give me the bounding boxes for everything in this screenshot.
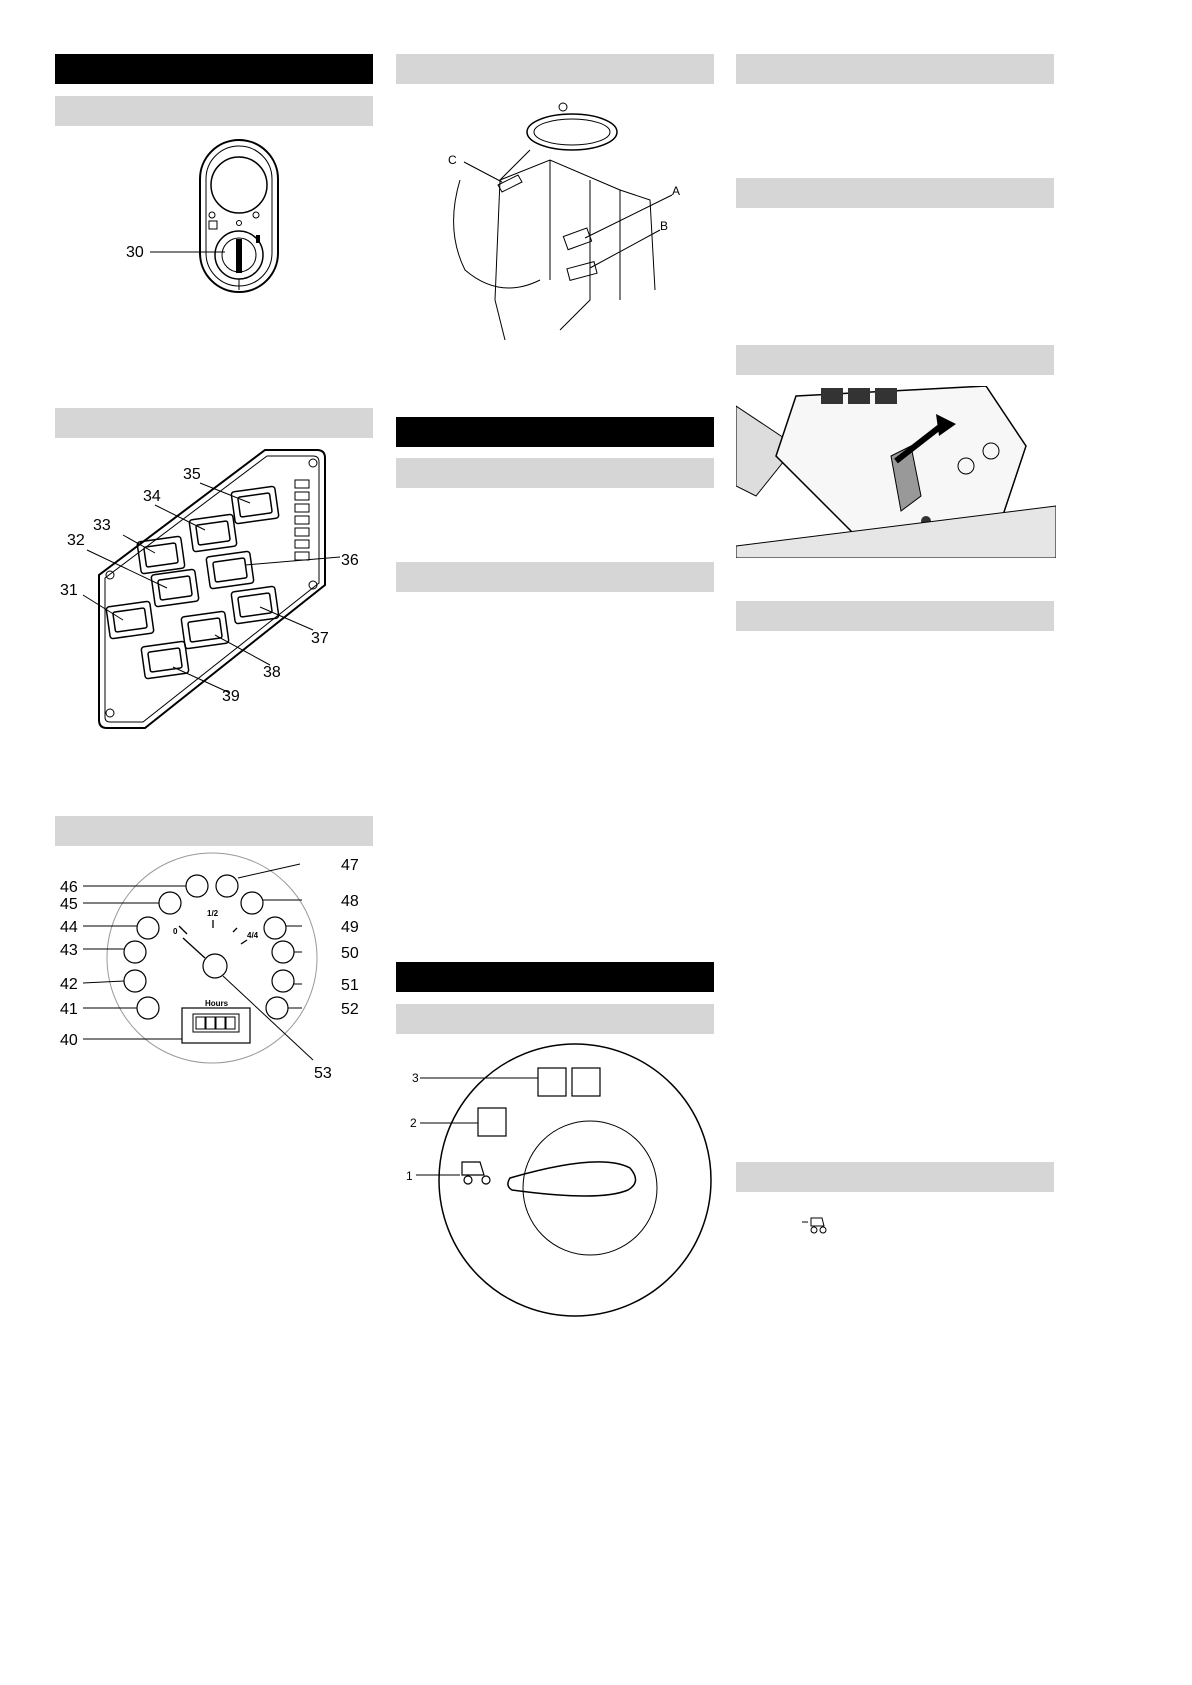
section-header-light [396,562,714,592]
section-header-light [396,54,714,84]
callout-30: 30 [126,244,144,261]
callout-50: 50 [341,945,359,962]
callout-2: 2 [410,1116,417,1130]
callout-52: 52 [341,1001,359,1018]
instrument-panel-figure [55,848,375,1088]
section-header-light [396,458,714,488]
lever-photo [736,386,1056,558]
section-header-light [736,345,1054,375]
callout-31: 31 [60,582,78,599]
switch-panel-figure [55,445,375,740]
section-header-light [55,816,373,846]
callout-39: 39 [222,688,240,705]
drive-mode-icon [800,1216,834,1236]
callout-49: 49 [341,919,359,936]
gauge-full: 4/4 [247,931,259,940]
callout-53: 53 [314,1065,332,1082]
section-header-dark [396,962,714,992]
callout-46: 46 [60,879,78,896]
callout-51: 51 [341,977,359,994]
section-header-light [396,1004,714,1034]
section-header-light [736,54,1054,84]
callout-1: 1 [406,1169,413,1183]
callout-44: 44 [60,919,78,936]
callout-c: C [448,153,457,167]
callout-32: 32 [67,532,85,549]
section-header-light [55,408,373,438]
callout-b: B [660,219,669,233]
callout-43: 43 [60,942,78,959]
callout-45: 45 [60,896,78,913]
section-header-dark [396,417,714,447]
section-header-light [736,178,1054,208]
ignition-switch-figure [120,135,370,300]
callout-41: 41 [60,1001,78,1018]
callout-37: 37 [311,630,329,647]
section-header-light [736,601,1054,631]
section-header-light [736,1162,1054,1192]
section-header-dark [55,54,373,84]
callout-35: 35 [183,466,201,483]
gauge-half: 1/2 [207,909,219,918]
program-selector-figure [400,1040,720,1325]
callout-34: 34 [143,488,161,505]
callout-3: 3 [412,1071,419,1085]
section-header-light [55,96,373,126]
hours-label: Hours [205,999,229,1008]
callout-38: 38 [263,664,281,681]
callout-42: 42 [60,976,78,993]
callout-48: 48 [341,893,359,910]
callout-a: A [672,184,681,198]
callout-40: 40 [60,1032,78,1049]
callout-47: 47 [341,857,359,874]
callout-33: 33 [93,517,111,534]
callout-36: 36 [341,552,359,569]
gauge-zero: 0 [173,927,178,936]
steering-figure [440,100,690,345]
